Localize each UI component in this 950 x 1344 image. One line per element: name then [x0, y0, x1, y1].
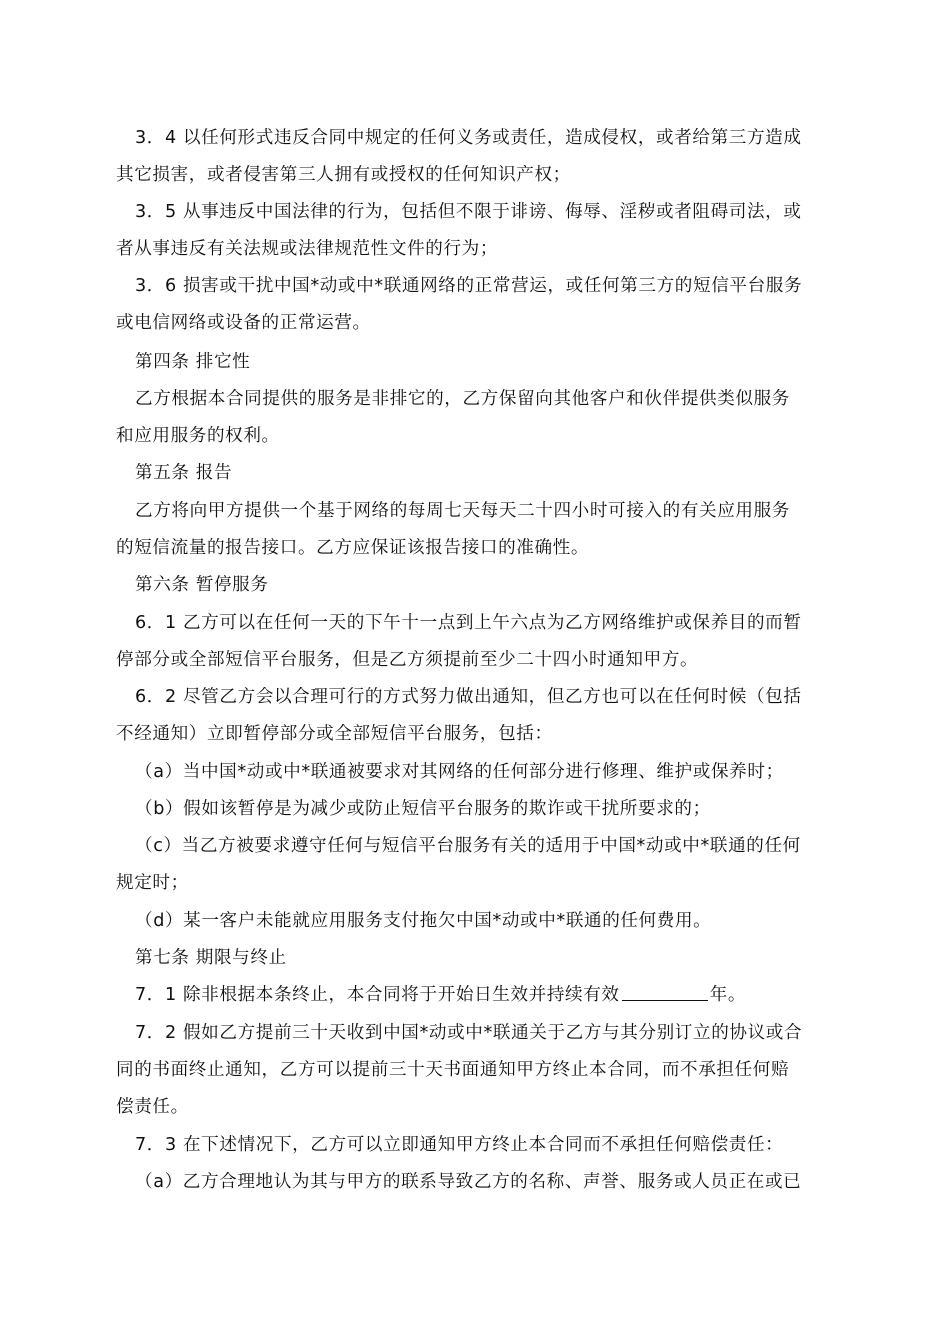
article-4-line-2: 和应用服务的权利。 [116, 426, 280, 446]
clause-7-2-line-3: 偿责任。 [116, 1097, 189, 1117]
clause-6-2-line-2: 不经通知）立即暂停部分或全部短信平台服务，包括： [116, 724, 553, 744]
item-c-line-1: （c）当乙方被要求遵守任何与短信平台服务有关的适用于中国*动或中*联通的任何 [135, 836, 801, 856]
clause-3-4-line-1: 3．4 以任何形式违反合同中规定的任何义务或责任，造成侵权，或者给第三方造成 [135, 128, 802, 148]
article-5-heading: 第五条 报告 [135, 463, 233, 483]
item-b-line: （b）假如该暂停是为减少或防止短信平台服务的欺诈或干扰所要求的； [135, 799, 711, 819]
clause-7-3-line: 7．3 在下述情况下，乙方可以立即通知甲方终止本合同而不承担任何赔偿责任： [135, 1135, 784, 1155]
item-a-line: （a）当中国*动或中*联通被要求对其网络的任何部分进行修理、维护或保养时； [135, 762, 784, 782]
article-4-line-1: 乙方根据本合同提供的服务是非排它的，乙方保留向其他客户和伙伴提供类似服务 [135, 389, 790, 409]
clause-7-1-line [135, 984, 875, 1006]
item-d-line: （d）某一客户未能就应用服务支付拖欠中国*动或中*联通的任何费用。 [135, 911, 712, 931]
clause-6-1-line-2: 停部分或全部短信平台服务，但是乙方须提前至少二十四小时通知甲方。 [116, 650, 699, 670]
clause-7-2-line-2: 同的书面终止通知，乙方可以提前三十天书面通知甲方终止本合同，而不承担任何赔 [116, 1060, 790, 1080]
article-6-heading: 第六条 暂停服务 [135, 575, 269, 595]
clause-3-4-line-2: 其它损害，或者侵害第三人拥有或授权的任何知识产权； [116, 165, 571, 185]
article-4-heading: 第四条 排它性 [135, 352, 251, 372]
clause-3-5-line-2: 者从事违反有关法规或法律规范性文件的行为； [116, 239, 499, 259]
clause-6-2-line-1: 6．2 尽管乙方会以合理可行的方式努力做出通知，但乙方也可以在任何时候（包括 [135, 687, 802, 707]
article-5-line-1: 乙方将向甲方提供一个基于网络的每周七天每天二十四小时可接入的有关应用服务 [135, 501, 790, 521]
clause-7-1-text: 7．1 除非根据本条终止，本合同将于开始日生效并持续有效 [135, 985, 620, 1005]
term-blank-field[interactable] [622, 984, 708, 1001]
clause-3-6-line-2: 或电信网络或设备的正常运营。 [116, 313, 371, 333]
clause-3-5-line-1: 3．5 从事违反中国法律的行为，包括但不限于诽谤、侮辱、淫秽或者阻碍司法，或 [135, 202, 802, 222]
clause-7-1-suffix: 年。 [709, 985, 747, 1005]
clause-7-3-item-a-line: （a）乙方合理地认为其与甲方的联系导致乙方的名称、声誉、服务或人员正在或已 [135, 1172, 802, 1192]
clause-3-6-line-1: 3．6 损害或干扰中国*动或中*联通网络的正常营运，或任何第三方的短信平台服务 [135, 276, 803, 296]
item-c-line-2: 规定时； [116, 873, 189, 893]
clause-6-1-line-1: 6．1 乙方可以在任何一天的下午十一点到上午六点为乙方网络维护或保养目的而暂 [135, 613, 802, 633]
clause-7-2-line-1: 7．2 假如乙方提前三十天收到中国*动或中*联通关于乙方与其分别订立的协议或合 [135, 1023, 803, 1043]
article-5-line-2: 的短信流量的报告接口。乙方应保证该报告接口的准确性。 [116, 538, 590, 558]
article-7-heading: 第七条 期限与终止 [135, 948, 287, 968]
